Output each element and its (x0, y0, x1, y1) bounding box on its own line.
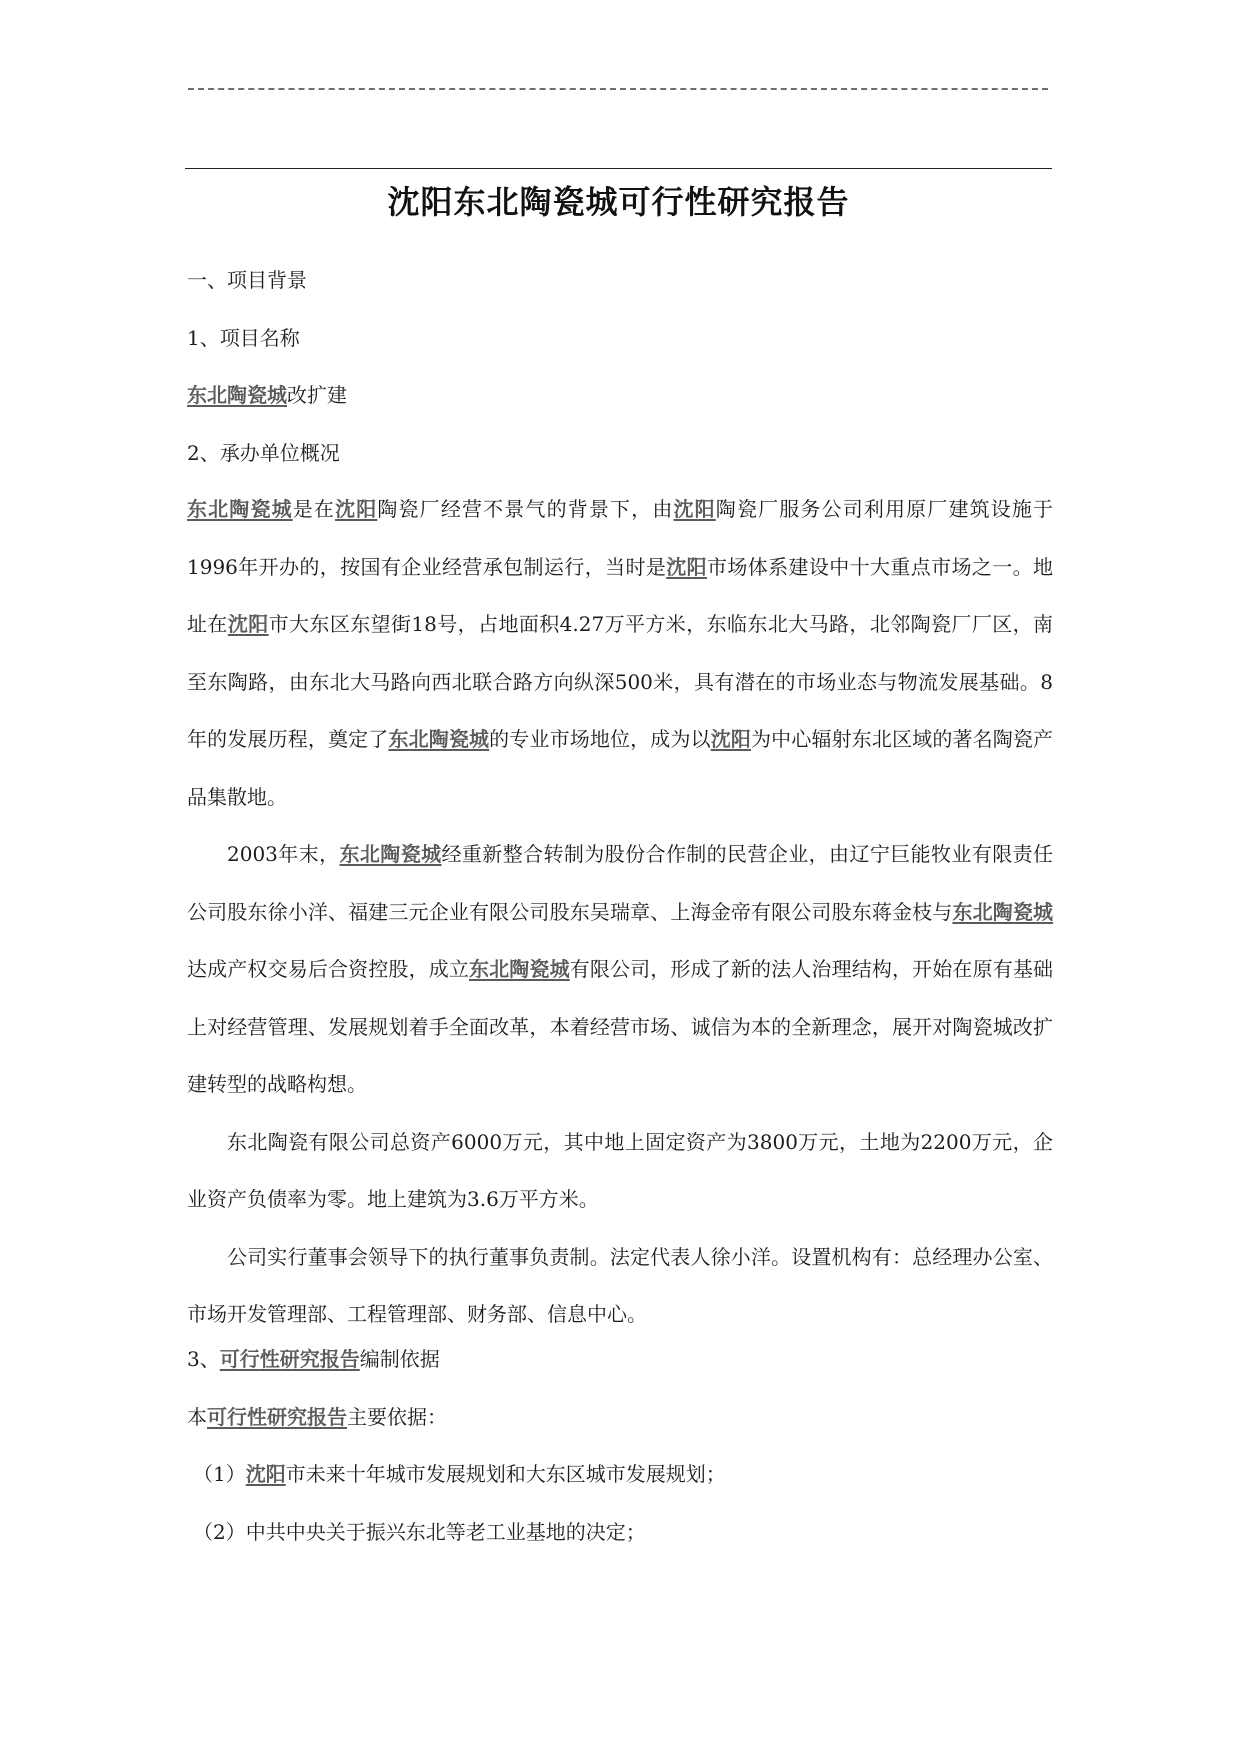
link-shenyang[interactable]: 沈阳 (673, 497, 716, 522)
heading-organizer-overview: 2、承办单位概况 (187, 440, 340, 465)
paragraph-overview (187, 481, 1053, 826)
link-feasibility-report[interactable]: 可行性研究报告 (219, 1347, 360, 1371)
text: 市未来十年城市发展规划和大东区城市发展规划； (285, 1462, 726, 1486)
link-dongbei-ceramics-city[interactable]: 东北陶瓷城 (187, 497, 293, 522)
link-shenyang[interactable]: 沈阳 (710, 727, 752, 752)
text: 本 (187, 1404, 207, 1429)
paragraph-restructuring (187, 826, 1053, 1114)
link-dongbei-ceramics-city[interactable]: 东北陶瓷城 (469, 957, 570, 982)
link-shenyang[interactable]: 沈阳 (666, 554, 707, 579)
section-heading-background: 一、项目背景 (187, 268, 307, 292)
heading-project-name: 1、项目名称 (187, 325, 300, 350)
link-dongbei-ceramics-city[interactable]: 东北陶瓷城 (339, 842, 442, 867)
header-rule (185, 168, 1052, 169)
project-name-line (187, 373, 1053, 431)
document-title: 沈阳东北陶瓷城可行性研究报告 (387, 183, 850, 221)
link-shenyang[interactable]: 沈阳 (227, 612, 269, 637)
text: 主要依据： (347, 1404, 447, 1429)
text: 为中心辐射东北区域的著名陶瓷产品集散地。 (187, 727, 1054, 809)
link-dongbei-ceramics-city[interactable]: 东北陶瓷城 (187, 383, 287, 407)
document-body (187, 258, 1053, 1567)
link-shenyang[interactable]: 沈阳 (245, 1462, 286, 1486)
header-dashed-rule (188, 88, 1048, 90)
paragraph-assets: 东北陶瓷有限公司总资产6000万元，其中地上固定资产为3800万元，土地为2200万元，企业资产负债率为零。地上建筑为3.6万平方米。 (187, 1129, 1053, 1212)
text: 编制依据 (359, 1347, 440, 1371)
list-item (187, 1452, 1053, 1510)
link-dongbei-ceramics-city[interactable]: 东北陶瓷城 (952, 899, 1054, 924)
list-item: （2）中共中央关于振兴东北等老工业基地的决定； (193, 1519, 646, 1544)
text: 陶瓷厂经营不景气的背景下，由 (377, 497, 674, 522)
text: 3、 (187, 1347, 220, 1371)
link-feasibility-report[interactable]: 可行性研究报告 (207, 1404, 347, 1429)
text: 是在 (292, 497, 336, 522)
heading-report-basis (187, 1337, 1053, 1395)
link-dongbei-ceramics-city[interactable]: 东北陶瓷城 (388, 727, 490, 752)
text: 改扩建 (287, 383, 347, 407)
text: 2003年末， (227, 842, 340, 867)
text: 市场体系建设中十大重点市场之一。地址在 (187, 554, 1054, 637)
text: 陶瓷厂服务公司利用原厂建筑设施于1996年开办的，按国有企业经营承包制运行，当时是 (187, 497, 1054, 579)
text: 有限公司，形成了新的法人治理结构，开始在原有基础上对经营管理、发展规划着手全面改革，本着经营市场、诚信为本的全新理念，展开对陶瓷城改扩建转型的战略构想。 (187, 957, 1054, 1097)
text: 达成产权交易后合资控股，成立 (187, 957, 469, 982)
text: （1） (193, 1462, 246, 1486)
paragraph-governance: 公司实行董事会领导下的执行董事负责制。法定代表人徐小洋。设置机构有：总经理办公室、市场开发管理部、工程管理部、财务部、信息中心。 (187, 1244, 1053, 1327)
text: 经重新整合转制为股份合作制的民营企业，由辽宁巨能牧业有限责任公司股东徐小洋、福建三元企业有限公司股东吴瑞章、上海金帝有限公司股东蒋金枝与 (187, 842, 1054, 924)
text: 市大东区东望街18号，占地面积4.27万平方米，东临东北大马路，北邻陶瓷厂厂区，南至东陶路，由东北大马路向西北联合路方向纵深500米，具有潜在的市场业态与物流发展基础。8年的发展历程，奠定了 (187, 612, 1054, 752)
text: 的专业市场地位，成为以 (489, 727, 711, 752)
basis-intro (187, 1395, 1053, 1453)
link-shenyang[interactable]: 沈阳 (335, 497, 378, 522)
